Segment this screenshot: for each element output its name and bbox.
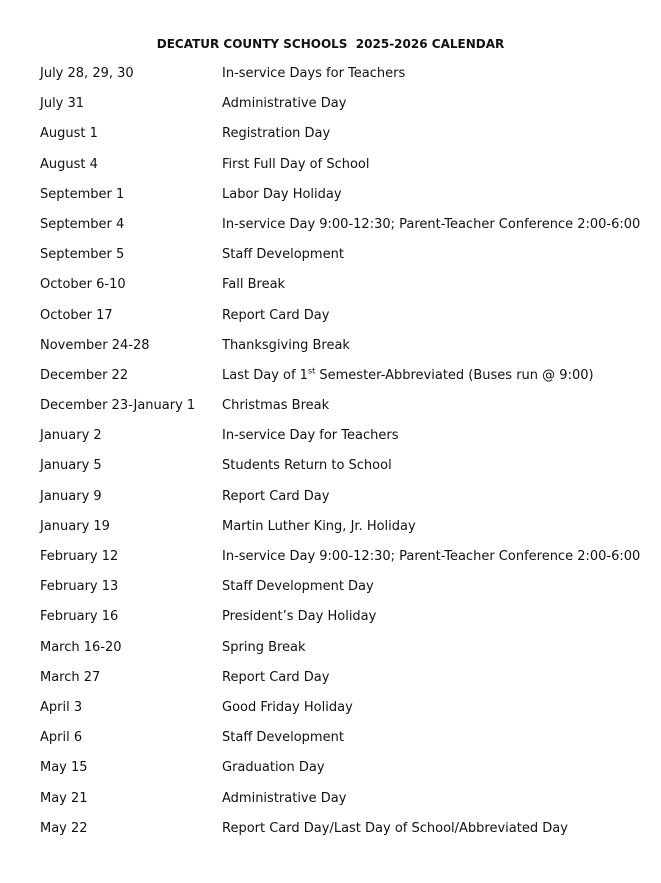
calendar-row (0, 425, 661, 455)
row-date: August 1 (40, 126, 98, 142)
row-event: Staff Development (222, 247, 344, 263)
row-date: January 9 (40, 488, 102, 504)
calendar-row (0, 667, 661, 697)
row-event: In-service Day 9:00-12:30; Parent-Teacher Conference 2:00-6:00 (222, 216, 641, 232)
calendar-row (0, 637, 661, 667)
calendar-row (0, 757, 661, 787)
row-date: October 6-10 (40, 277, 126, 293)
row-date: January 5 (40, 458, 102, 474)
row-event: Administrative Day (222, 96, 347, 112)
row-date: December 22 (40, 367, 129, 383)
row-event: Administrative Day (222, 790, 347, 806)
row-date: March 27 (40, 669, 101, 685)
row-event: Labor Day Holiday (222, 186, 342, 202)
calendar-row (0, 395, 661, 425)
row-date: July 28, 29, 30 (40, 66, 134, 81)
row-event: In-service Days for Teachers (222, 66, 406, 81)
row-event: Students Return to School (222, 458, 392, 474)
row-date: April 6 (40, 730, 83, 746)
calendar-row (0, 214, 661, 244)
row-date: January 19 (40, 518, 110, 534)
row-date: September 5 (40, 247, 125, 263)
row-date: July 31 (40, 96, 85, 112)
row-event: Fall Break (222, 277, 286, 293)
calendar-row (0, 606, 661, 636)
calendar-row (0, 546, 661, 576)
row-event: Christmas Break (222, 398, 330, 414)
calendar-row (0, 244, 661, 274)
row-event: In-service Day 9:00-12:30; Parent-Teacher Conference 2:00-6:00 (222, 549, 641, 564)
row-date: September 4 (40, 216, 125, 232)
row-date: November 24-28 (40, 337, 150, 353)
row-date: October 17 (40, 307, 113, 323)
row-date: May 15 (40, 760, 88, 776)
calendar-row (0, 697, 661, 727)
calendar-list (0, 63, 661, 848)
row-date: April 3 (40, 699, 83, 715)
calendar-row (0, 576, 661, 606)
row-date: February 16 (40, 609, 119, 625)
row-date: February 13 (40, 579, 119, 595)
row-event: Thanksgiving Break (222, 337, 350, 353)
row-event (222, 365, 594, 387)
ordinal-suffix: st (307, 366, 316, 376)
calendar-row (0, 154, 661, 184)
calendar-row (0, 818, 661, 848)
calendar-row (0, 455, 661, 485)
calendar-row (0, 788, 661, 818)
row-event: Registration Day (222, 126, 331, 142)
row-event: Staff Development (222, 730, 344, 746)
row-event: First Full Day of School (222, 156, 370, 172)
row-event: Spring Break (222, 639, 306, 655)
calendar-row (0, 63, 661, 93)
calendar-row (0, 486, 661, 516)
row-date: September 1 (40, 186, 125, 202)
row-date: May 22 (40, 820, 88, 836)
row-event: Good Friday Holiday (222, 699, 353, 715)
page-title: DECATUR COUNTY SCHOOLS 2025-2026 CALENDAR (156, 37, 505, 51)
calendar-row (0, 335, 661, 365)
calendar-row (0, 727, 661, 757)
row-event: Staff Development Day (222, 579, 374, 595)
row-date: January 2 (40, 428, 102, 444)
row-event: President’s Day Holiday (222, 609, 377, 625)
row-date: August 4 (40, 156, 98, 172)
row-event: Report Card Day (222, 307, 330, 323)
calendar-row (0, 93, 661, 123)
row-event-text: Semester-Abbreviated (Buses run @ 9:00) (315, 367, 594, 383)
row-date: December 23-January 1 (40, 398, 196, 414)
calendar-row (0, 305, 661, 335)
calendar-row (0, 365, 661, 395)
calendar-row (0, 516, 661, 546)
row-event: Report Card Day (222, 669, 330, 685)
calendar-row (0, 274, 661, 304)
row-date: March 16-20 (40, 639, 122, 655)
row-event: Report Card Day/Last Day of School/Abbreviated Day (222, 820, 568, 836)
calendar-row (0, 184, 661, 214)
row-event: Report Card Day (222, 488, 330, 504)
row-date: May 21 (40, 790, 88, 806)
row-event: In-service Day for Teachers (222, 428, 399, 444)
row-date: February 12 (40, 549, 119, 564)
row-event: Martin Luther King, Jr. Holiday (222, 518, 416, 534)
calendar-row (0, 123, 661, 153)
row-event: Graduation Day (222, 760, 325, 776)
row-event-text: Last Day of 1 (222, 367, 308, 383)
